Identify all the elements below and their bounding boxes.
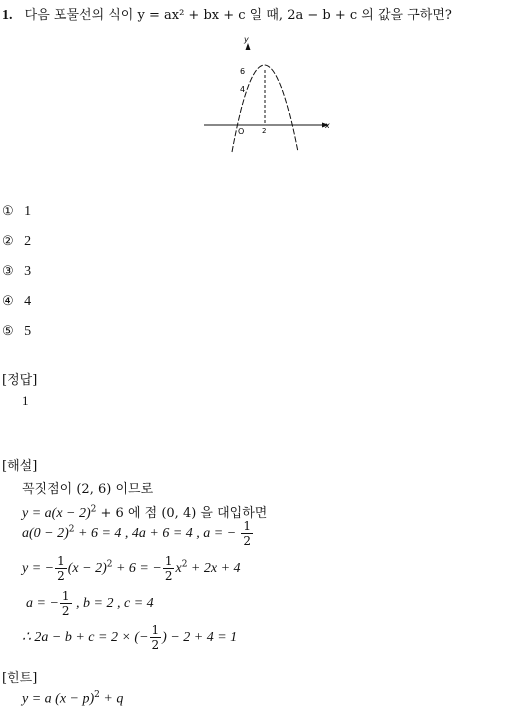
explanation-line-5: a = − $\frac{1}{2}$ , b = 2 , c = 4 [26, 589, 154, 618]
choice-mark: ③ [2, 264, 14, 279]
fraction-one-half: $\frac{1}{2}$ [57, 554, 65, 583]
parabola-graph [198, 30, 338, 155]
choice-2[interactable] [2, 234, 31, 250]
y-axis-label: y [244, 35, 249, 44]
choice-value: 3 [24, 264, 32, 279]
explanation-heading: [해설] [2, 459, 38, 474]
x-tick-2: 2 [262, 127, 267, 135]
y-tick-6: 6 [240, 67, 246, 76]
choice-mark: ② [2, 234, 14, 249]
question-line [2, 4, 452, 24]
explanation-line-6: ∴ 2a − b + c = 2 × (− $\frac{1}{2}$ ) − 2 + 4 = 1 [22, 623, 238, 652]
hint-formula: y = a $(x - p)^2 + q$ [22, 690, 124, 707]
question-number: 1. [2, 8, 13, 23]
fraction-one-half: $\frac{1}{2}$ [243, 519, 251, 548]
x-axis-label: x [325, 121, 330, 130]
choice-value: 2 [24, 234, 32, 249]
explanation-line-2: $y = a(x - 2)^2 + 6$ 에 점 (0, 4) 을 대입하면 [22, 504, 268, 521]
fraction-one-half: $\frac{1}{2}$ [61, 589, 70, 618]
y-axis-arrow [246, 43, 251, 50]
choice-mark: ④ [2, 294, 14, 309]
choice-value: 5 [24, 324, 32, 339]
hint-heading: [힌트] [2, 671, 38, 686]
choice-value: 1 [24, 204, 32, 219]
fraction-one-half: $\frac{1}{2}$ [151, 623, 160, 652]
choice-value: 4 [24, 294, 32, 309]
explanation-line-1: 꼭짓점이 (2, 6) 이므로 [22, 482, 154, 497]
parabola-curve [232, 65, 298, 152]
explanation-line-3: $a(0 - 2)^2 + 6 = 4$ , 4a + 6 = 4 , a = − $\frac{1}{2}$ [22, 519, 251, 548]
choice-mark: ⑤ [2, 324, 14, 339]
y-tick-4: 4 [240, 85, 246, 94]
choice-4[interactable] [2, 294, 31, 310]
answer-heading: [정답] [2, 373, 38, 388]
choice-5[interactable] [2, 324, 31, 340]
fraction-one-half: $\frac{1}{2}$ [164, 554, 173, 583]
choice-3[interactable] [2, 264, 31, 280]
question-text: 다음 포물선의 식이 y = ax² + bx + c 일 때, 2a − b + c 의 값을 구하면? [24, 8, 452, 23]
answer-value: 1 [22, 393, 29, 408]
choice-1[interactable] [2, 204, 31, 220]
choice-mark: ① [2, 204, 14, 219]
explanation-line-4: y = − $\frac{1}{2}$ $(x - 2)^2 + 6$ = − $\frac{1}{2}$ $x^2 + 2x + 4$ [22, 554, 241, 583]
origin-label: O [238, 127, 245, 136]
